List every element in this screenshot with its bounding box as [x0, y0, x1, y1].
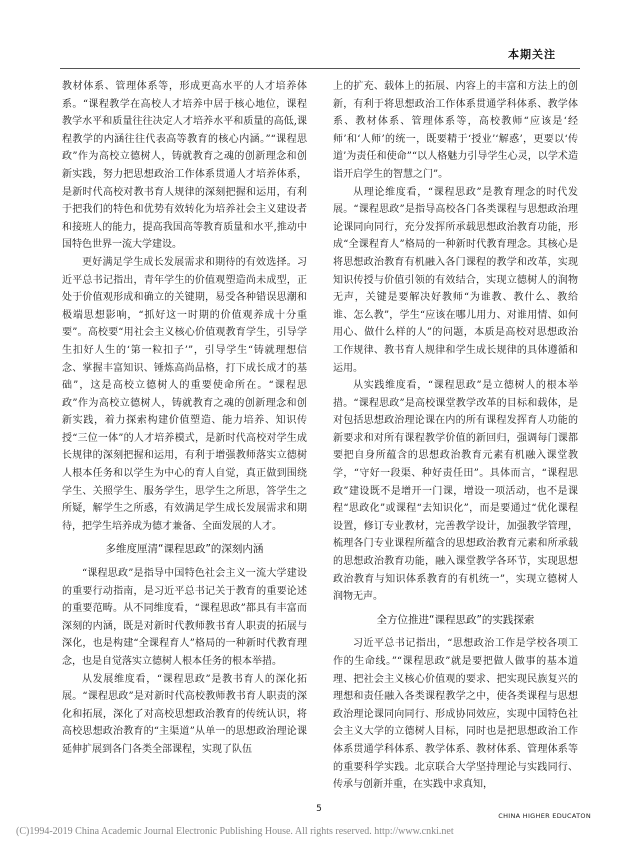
section-title-practice: 全方位推进“课程思政”的实践探索 — [376, 613, 535, 626]
right-paragraph-4: 习近平总书记指出，“思想政治工作是学校各项工作的生命线。”“课程思政”就是要把做人做事的基本道理、把社会主义核心价值观的要求、把实现民族复兴的理想和责任融入各类课程教学之中，使各类课程与思想政治理论课同向同行、形成协同效应，实现中国特色社会主义大学的立德树人目标，同时也是把思想政治工作体系贯通学科体系、教学体系、教材体系、管理体系等的重要科学实践。北京联合大学坚持理论与实践同行、传承与创新并重，在实践中求真知， — [333, 638, 578, 791]
right-column — [333, 78, 578, 794]
journal-name: CHINA HIGHER EDUCATON — [498, 812, 591, 820]
page-number: 5 — [316, 804, 322, 814]
copyright-notice: (C)1994-2019 China Academic Journal Electronic Publishing House. All rights reserved. http://www.cnki.net — [16, 826, 454, 837]
left-paragraph-2: 更好满足学生成长发展需求和期待的有效选择。习近平总书记指出，青年学生的价值观塑造尚未成型，正处于价值观形成和确立的关键期，易受各种错误思潮和极端思想影响，“抓好这一时期的价值观养成十分重要”。高校要“用社会主义核心价值观教育学生，引导学生扣好人生的‘第一粒扣子’”，引导学生“铸就理想信念、掌握丰富知识、锤炼高尚品格，打下成长成才的基础”，这是高校立德树人的重要使命所在。“课程思政”作为高校立德树人，铸就教育之魂的创新理念和创新实践，着力探索构建价值塑造、能力培养、知识传授“三位一体”的人才培养模式，是新时代高校对学生成长规律的深刻把握和运用，有利于增强教师落实立德树人根本任务和以学生为中心的育人自觉，真正做到围绕学生、关照学生、服务学生，思学生之所思，答学生之所疑，解学生之所惑，有效满足学生成长发展需求和期待，把学生培养成为德才兼备、全面发展的人才。 — [62, 256, 307, 532]
left-paragraph-1: 教材体系、管理体系等，形成更高水平的人才培养体系。“课程教学在高校人才培养中居于核心地位，课程教学水平和质量往往决定人才培养水平和质量的高低,课程教学的内涵往往代表高等教育的核心内涵。”“课程思政”作为高校立德树人，铸就教育之魂的创新理念和创新实践，努力把思想政治工作体系贯通人才培养体系，是新时代高校对教书育人规律的深刻把握和运用，有利于把我们的特色和优势有效转化为培养社会主义建设者和接班人的能力，提高我国高等教育质量和水平,推动中国特色世界一流大学建设。 — [62, 81, 307, 251]
right-paragraph-2: 从理论维度看，“课程思政”是教育理念的时代发展。“课程思政”是指导高校各门各类课程与思想政治理论课同向同行，充分发挥所承载思想政治教育功能，形成“全课程育人”格局的一种新时代教育理念。其核心是将思想政治教育有机融入各门课程的教学和改革，实现知识传授与价值引领的有效结合，实现立德树人的润物无声，关键是要解决好教师“为谁教、教什么、教给谁、怎么教”，学生“应该在哪儿用力、对谁用情、如何用心、做什么样的人”的问题，本质是高校对思想政治工作规律、教书育人规律和学生成长规律的具体遵循和运用。 — [333, 186, 578, 374]
header-divider — [60, 68, 580, 69]
right-paragraph-1: 上的扩充、载体上的拓展、内容上的丰富和方法上的创新，有利于将思想政治工作体系贯通学科体系、教学体系、教材体系、管理体系等，高校教师“应该是‘经师’和‘人师’的统一，既要精于‘授业’‘解惑’，更要以‘传道’为责任和使命”“以人格魅力引导学生心灵，以学术造诣开启学生的智慧之门”。 — [333, 81, 578, 180]
left-column — [62, 78, 307, 759]
right-paragraph-3: 从实践维度看，“课程思政”是立德树人的根本举措。“课程思政”是高校课堂教学改革的目标和载体，是对包括思想政治理论课在内的所有课程发挥育人功能的新要求和对所有课程教学价值的新回归，强调每门课都要把自身所蕴含的思想政治教育元素有机融入课堂教学，“守好一段渠、种好责任田”。具体而言，“课程思政”建设既不是增开一门课，增设一项活动，也不是课程“思政化”或课程“去知识化”，而是要通过“优化课程设置，修订专业教材，完善教学设计，加强教学管理，梳理各门专业课程所蕴含的思想政治教育元素和所承载的思想政治教育功能，融入课堂教学各环节，实现思想政治教育与知识体系教育的有机统一”，实现立德树人润物无声。 — [333, 380, 578, 603]
left-paragraph-3: “课程思政”是指导中国特色社会主义一流大学建设的重要行动指南，是习近平总书记关于教育的重要论述的重要范畴。从不同维度看，“课程思政”都具有丰富而深刻的内涵，既是对新时代教师教书育人职责的拓展与深化，也是构建“全课程育人”格局的一种新时代教育理念，也是自觉落实立德树人根本任务的根本举措。 — [62, 568, 307, 667]
section-title-connotation: 多维度厘清“课程思政”的深刻内涵 — [105, 543, 264, 556]
left-paragraph-4: 从发展维度看，“课程思政”是教书育人的深化拓展。“课程思政”是对新时代高校教师教书育人职责的深化和拓展，深化了对高校思想政治教育的传统认识，将高校思想政治教育的“主渠道”从单一的思想政治理论课延伸扩展到各门各类全部课程，实现了队伍 — [62, 673, 307, 755]
section-label: 本期关注 — [508, 48, 556, 61]
